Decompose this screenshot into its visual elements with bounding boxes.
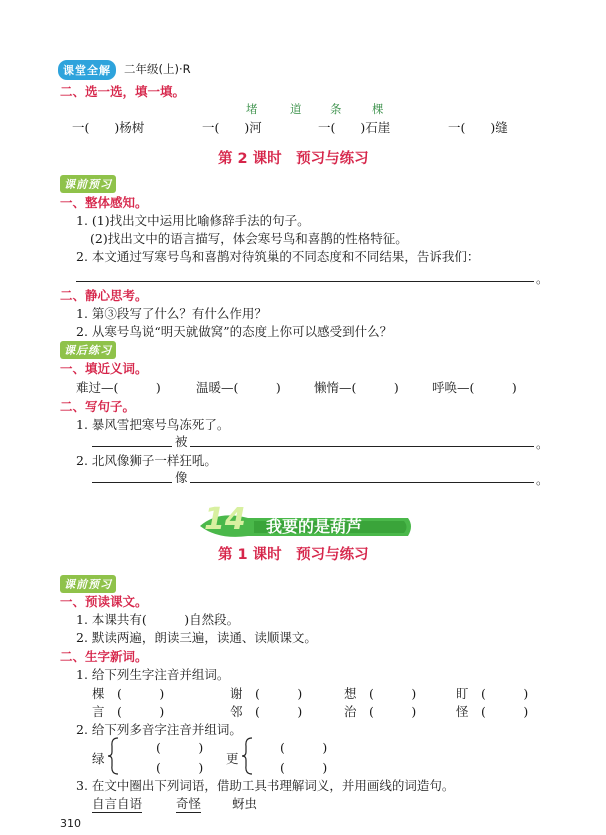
question: 2. 给下列多音字注音并组词。 <box>76 722 242 737</box>
question: 3. 在文中圈出下列词语，借助工具书理解词义，并用画线的词造句。 <box>76 778 455 793</box>
question: 2. 本文通过写寒号鸟和喜鹊对待筑巢的不同态度和不同结果，告诉我们： <box>76 249 480 264</box>
word-option: 条 <box>330 102 343 116</box>
fill-item: 一( )杨树 <box>72 120 145 135</box>
brand-logo: 课堂全解 <box>58 60 116 80</box>
lesson-banner <box>198 502 416 540</box>
brace-icon <box>106 736 120 776</box>
word-option: 堵 <box>246 102 259 116</box>
newchars-heading: 二、生字新词。 <box>60 649 148 664</box>
word-xiang: 像 <box>175 470 188 485</box>
answer-line[interactable] <box>190 446 534 447</box>
preread-heading: 一、预读课文。 <box>60 594 148 609</box>
answer-line[interactable] <box>92 482 172 483</box>
brace-icon <box>240 736 254 776</box>
char-item: 盯 ( ) <box>456 686 529 701</box>
char-item: 棵 ( ) <box>92 686 165 701</box>
fill-item: 一( )石崖 <box>318 120 391 135</box>
question: (2)找出文中的语言描写，体会寒号鸟和喜鹊的性格特征。 <box>90 231 408 246</box>
grade-label: 二年级(上)·R <box>124 62 191 76</box>
vocab-word: 自言自语 <box>92 796 143 811</box>
question: 2. 默读两遍，朗读三遍，读通、读顺课文。 <box>76 630 317 645</box>
char-item: 言 ( ) <box>92 704 165 719</box>
answer-line[interactable] <box>92 446 172 447</box>
pre-study-badge: 课前预习 <box>60 575 116 593</box>
question: 1. (1)找出文中运用比喻修辞手法的句子。 <box>76 213 310 228</box>
question: 1. 给下列生字注音并组词。 <box>76 667 230 682</box>
word-option: 道 <box>290 102 303 116</box>
paren-blank: ( ) <box>156 740 204 755</box>
question: 1. 本课共有( )自然段。 <box>76 612 240 627</box>
period: 。 <box>536 472 549 487</box>
overall-heading: 一、整体感知。 <box>60 195 148 210</box>
answer-line[interactable] <box>190 482 534 483</box>
paren-blank: ( ) <box>156 760 204 775</box>
paren-blank: ( ) <box>280 760 328 775</box>
lesson-name: 我要的是葫芦 <box>266 517 363 536</box>
word-option: 棵 <box>372 102 385 116</box>
fill-item: 一( )河 <box>202 120 262 135</box>
synonym-item: 温暖—( ) <box>196 380 281 395</box>
synonym-item: 懒惰—( ) <box>314 380 399 395</box>
synonym-heading: 一、填近义词。 <box>60 361 148 376</box>
answer-line[interactable] <box>76 281 534 282</box>
poly-char: 更 <box>226 751 239 766</box>
char-item: 治 ( ) <box>344 704 417 719</box>
paren-blank: ( ) <box>280 740 328 755</box>
question: 2. 从寒号鸟说“明天就做窝”的态度上你可以感受到什么？ <box>76 324 393 339</box>
lesson-title: 第 1 课时 预习与练习 <box>218 547 369 563</box>
char-item: 想 ( ) <box>344 686 417 701</box>
poly-char: 绿 <box>92 751 105 766</box>
pre-study-badge: 课前预习 <box>60 175 116 193</box>
post-practice-badge: 课后练习 <box>60 341 116 359</box>
vocab-word: 奇怪 <box>176 796 202 811</box>
question: 1. 暴风雪把寒号鸟冻死了。 <box>76 417 230 432</box>
synonym-item: 呼唤—( ) <box>432 380 517 395</box>
question: 2. 北风像狮子一样狂吼。 <box>76 453 217 468</box>
char-item: 怪 ( ) <box>456 704 529 719</box>
question: 1. 第③段写了什么？有什么作用？ <box>76 306 267 321</box>
word-bei: 被 <box>175 434 188 449</box>
page-number: 310 <box>60 817 81 830</box>
synonym-item: 难过—( ) <box>76 380 161 395</box>
char-item: 谢 ( ) <box>230 686 303 701</box>
lesson-title: 第 2 课时 预习与练习 <box>218 151 369 167</box>
lesson-number: 14 <box>204 502 246 537</box>
choose-fill-heading: 二、选一选，填一填。 <box>60 84 186 99</box>
period: 。 <box>536 436 549 451</box>
fill-item: 一( )缝 <box>448 120 508 135</box>
char-item: 邻 ( ) <box>230 704 303 719</box>
period: 。 <box>536 271 549 286</box>
think-heading: 二、静心思考。 <box>60 288 148 303</box>
vocab-word: 蚜虫 <box>232 796 258 811</box>
sentence-heading: 二、写句子。 <box>60 399 136 414</box>
